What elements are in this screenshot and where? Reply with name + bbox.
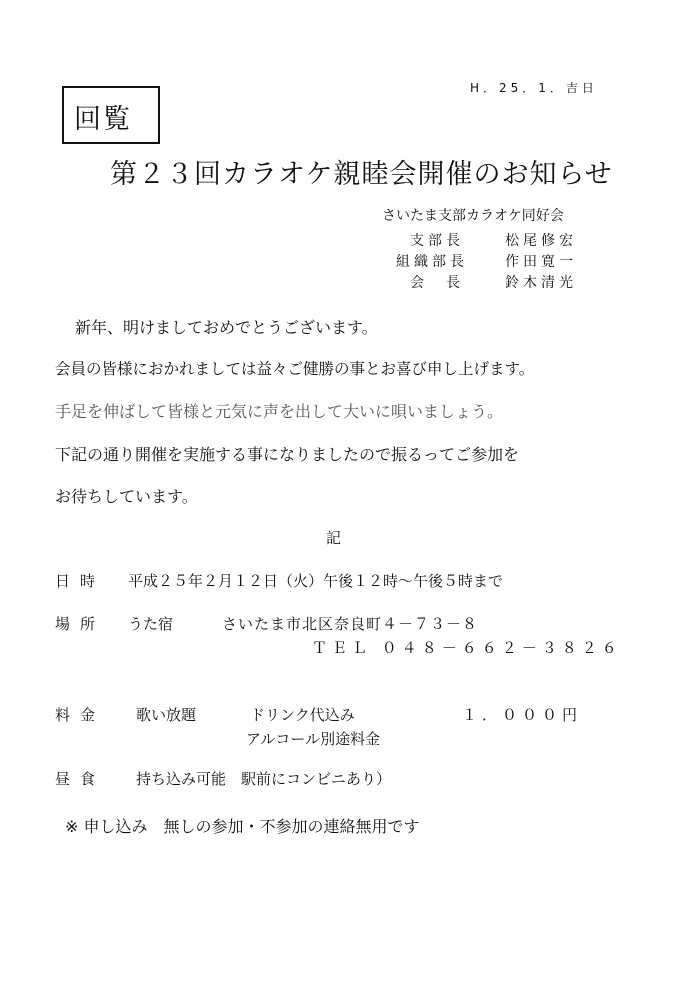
signatory-role-president: 会 長 — [410, 275, 464, 291]
datetime-value: 平成２５年２月１２日（火）午後１２時～午後５時まで — [128, 572, 504, 590]
circulation-stamp-box — [62, 86, 160, 144]
issue-date: H．25．1．吉日 — [470, 81, 598, 95]
signatory-name-president: 鈴木清光 — [505, 275, 577, 291]
signatory-role-org-head: 組織部長 — [396, 254, 468, 270]
body-line-wellbeing: 会員の皆様におかれましては益々ご健勝の事とお喜び申し上げます。 — [55, 360, 535, 378]
lunch-value: 持ち込み可能 駅前にコンビニあり） — [136, 770, 392, 788]
body-line-invitation: 手足を伸ばして皆様と元気に声を出して大いに唄いましょう。 — [55, 402, 504, 421]
details-heading: 記 — [326, 529, 342, 547]
signatory-name-org-head: 作田寛一 — [505, 254, 577, 270]
registration-note: ※ 申し込み 無しの参加・不参加の連絡無用です — [65, 817, 420, 836]
datetime-label: 日時 — [55, 572, 106, 590]
body-line-closing: お待ちしています。 — [55, 487, 198, 506]
body-line-announcement: 下記の通り開催を実施する事になりましたので振るってご参加を — [55, 445, 520, 464]
circulation-stamp-label: 回覧 — [74, 104, 132, 135]
signatory-role-branch-head: 支部長 — [410, 233, 464, 249]
place-label: 場所 — [55, 615, 106, 633]
signatory-name-branch-head: 松尾修宏 — [505, 233, 577, 249]
place-name: うた宿 — [128, 615, 174, 633]
fee-price: １．０００円 — [462, 706, 583, 724]
place-address: さいたま市北区奈良町４－７３－８ — [222, 615, 479, 633]
page-title: 第２３回カラオケ親睦会開催のお知らせ — [110, 159, 613, 190]
lunch-label: 昼食 — [55, 770, 106, 788]
fee-label: 料金 — [55, 706, 106, 724]
place-phone: ＴＥＬ ０４８－６６２－３８２６ — [312, 639, 622, 657]
fee-alcohol-note: アルコール別途料金 — [246, 730, 381, 748]
organizer-name: さいたま支部カラオケ同好会 — [382, 208, 564, 224]
fee-drink-note: ドリンク代込み — [250, 706, 355, 724]
greeting-text: 新年、明けましておめでとうございます。 — [75, 318, 378, 337]
fee-plan: 歌い放題 — [136, 706, 197, 724]
